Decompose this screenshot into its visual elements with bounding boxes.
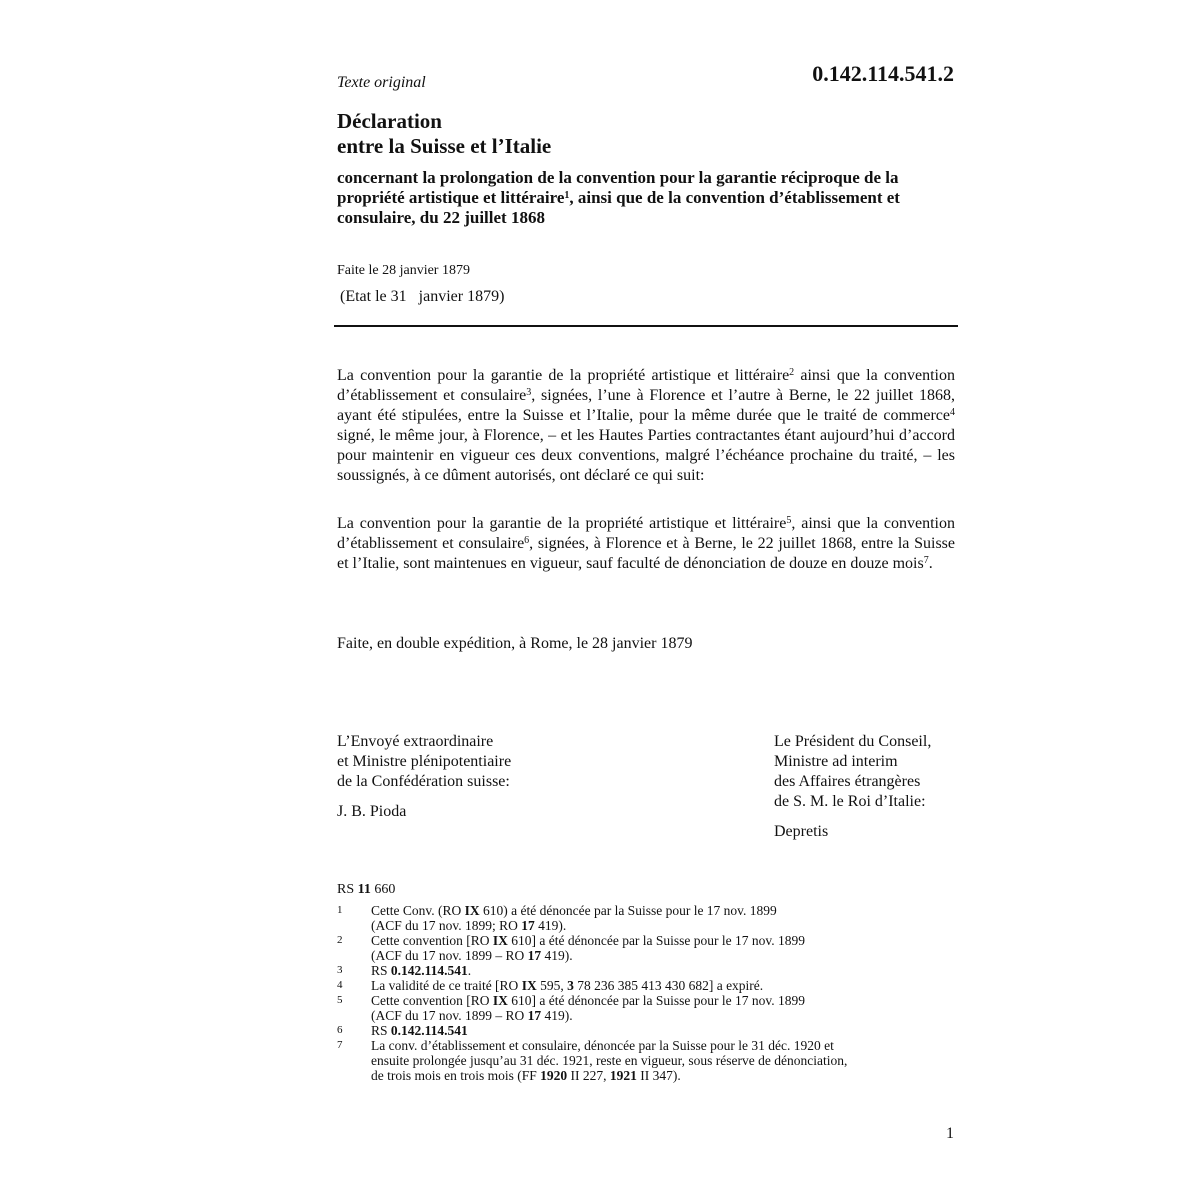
signatory-name: J. B. Pioda	[337, 803, 407, 820]
closing-line: Faite, en double expédition, à Rome, le 28 janvier 1879	[337, 635, 693, 652]
rs-page: 660	[370, 882, 396, 897]
footnote-number: 3	[337, 964, 343, 976]
paragraph-text: , signées, à Florence et à Berne, le 22 juillet 1868, entre la Suisse et l’Italie, sont maintenues en vigueur, sauf faculté de dénonciation de douze en douze mois	[337, 535, 955, 572]
footnote-ref[interactable]: 7	[923, 555, 929, 566]
footnote-item	[337, 978, 957, 993]
signatory-title: L’Envoyé extraordinaire	[337, 733, 494, 750]
footnote-ref[interactable]: 1	[564, 190, 570, 201]
footnote-ref[interactable]: 4	[950, 407, 955, 418]
signature-block-swiss	[337, 732, 511, 822]
header-divider	[334, 325, 958, 327]
original-text-label: Texte original	[337, 74, 426, 91]
footnote-number: 6	[337, 1024, 343, 1036]
signatory-title: Le Président du Conseil,	[774, 733, 932, 750]
rs-prefix: RS	[337, 882, 358, 897]
signatory-title: des Affaires étrangères	[774, 773, 921, 790]
footnote-number: 1	[337, 904, 343, 916]
paragraph-text: La convention pour la garantie de la propriété artistique et littéraire	[337, 515, 787, 532]
signatory-title: et Ministre plénipotentiaire	[337, 753, 512, 770]
footnote-item	[337, 1038, 957, 1083]
footnote-number: 2	[337, 934, 343, 946]
paragraph-text: .	[928, 555, 933, 572]
signatory-title: de la Confédération suisse:	[337, 773, 510, 790]
footnote-ref[interactable]: 5	[786, 515, 792, 526]
made-date: Faite le 28 janvier 1879	[337, 263, 470, 278]
rs-volume: 11	[357, 882, 371, 897]
document-subtitle	[337, 168, 937, 228]
footnotes	[337, 903, 957, 1083]
paragraph-text: , ainsi que la convention d’établissement et consulaire	[337, 515, 955, 552]
paragraph-text: , signées, l’une à Florence et l’autre à Berne, le 22 juillet 1868, ayant été stipulées, entre la Suisse et l’Italie, pour la même durée que le traité de commerce	[337, 387, 955, 424]
footnote-ref[interactable]: 3	[526, 387, 532, 398]
paragraph-text: La convention pour la garantie de la propriété artistique et littéraire	[337, 367, 790, 384]
preamble-paragraph	[337, 366, 955, 486]
declaration-paragraph	[337, 514, 955, 574]
signature-block-italian	[774, 732, 931, 842]
sr-number: 0.142.114.541.2	[812, 61, 954, 86]
footnote-ref[interactable]: 6	[524, 535, 530, 546]
footnote-text: La validité de ce traité [RO IX 595, 3 78 236 385 413 430 682] a expiré.	[371, 978, 764, 993]
footnote-item	[337, 963, 957, 978]
footnote-number: 7	[337, 1039, 343, 1051]
document-title	[337, 109, 551, 159]
paragraph-text: ainsi que la convention d’établissement et consulaire	[337, 367, 955, 404]
footnote-item	[337, 1023, 957, 1038]
signatory-name: Depretis	[774, 823, 829, 840]
footnote-text: RS 0.142.114.541.	[371, 963, 472, 978]
title-line-1: Déclaration	[337, 109, 442, 133]
footnote-number: 5	[337, 994, 343, 1006]
footnote-number: 4	[337, 979, 343, 991]
signatory-title: de S. M. le Roi d’Italie:	[774, 793, 926, 810]
rs-reference	[337, 882, 395, 898]
title-line-2: entre la Suisse et l’Italie	[337, 134, 552, 158]
footnote-text: Cette convention [RO IX 610] a été dénoncée par la Suisse pour le 17 nov. 1899 (ACF du 17 nov. 1899 – RO 17 419).	[371, 933, 806, 963]
subtitle-text: concernant la prolongation de la convention pour la garantie réciproque de la propriété artistique et littéraire	[337, 168, 899, 207]
state-date: (Etat le 31 janvier 1879)	[340, 288, 505, 305]
page-number: 1	[946, 1125, 954, 1142]
subtitle-text: , ainsi que de la convention d’établissement et consulaire, du 22 juillet 1868	[337, 188, 900, 227]
footnote-text: Cette Conv. (RO IX 610) a été dénoncée par la Suisse pour le 17 nov. 1899 (ACF du 17 nov. 1899; RO 17 419).	[371, 903, 777, 933]
footnote-ref[interactable]: 2	[789, 367, 795, 378]
footnote-item	[337, 903, 957, 933]
signatory-title: Ministre ad interim	[774, 753, 898, 770]
footnote-item	[337, 933, 957, 963]
footnote-text: Cette convention [RO IX 610] a été dénoncée par la Suisse pour le 17 nov. 1899 (ACF du 17 nov. 1899 – RO 17 419).	[371, 993, 806, 1023]
paragraph-text: signé, le même jour, à Florence, – et les Hautes Parties contractantes étant aujourd’hui d’accord pour maintenir en vigueur ces deux conventions, malgré l’échéance prochaine du traité, – les soussignés, à ce dûment autorisés, ont déclaré ce qui suit:	[337, 427, 955, 484]
footnote-item	[337, 993, 957, 1023]
footnote-text: La conv. d’établissement et consulaire, dénoncée par la Suisse pour le 31 déc. 1920 et ensuite prolongée jusqu’au 31 déc. 1921, reste en vigueur, sous réserve de dénonciation, de trois mois en trois mois (FF 1920 II 227, 1921 II 347).	[371, 1038, 848, 1083]
footnote-text: RS 0.142.114.541	[371, 1023, 468, 1038]
